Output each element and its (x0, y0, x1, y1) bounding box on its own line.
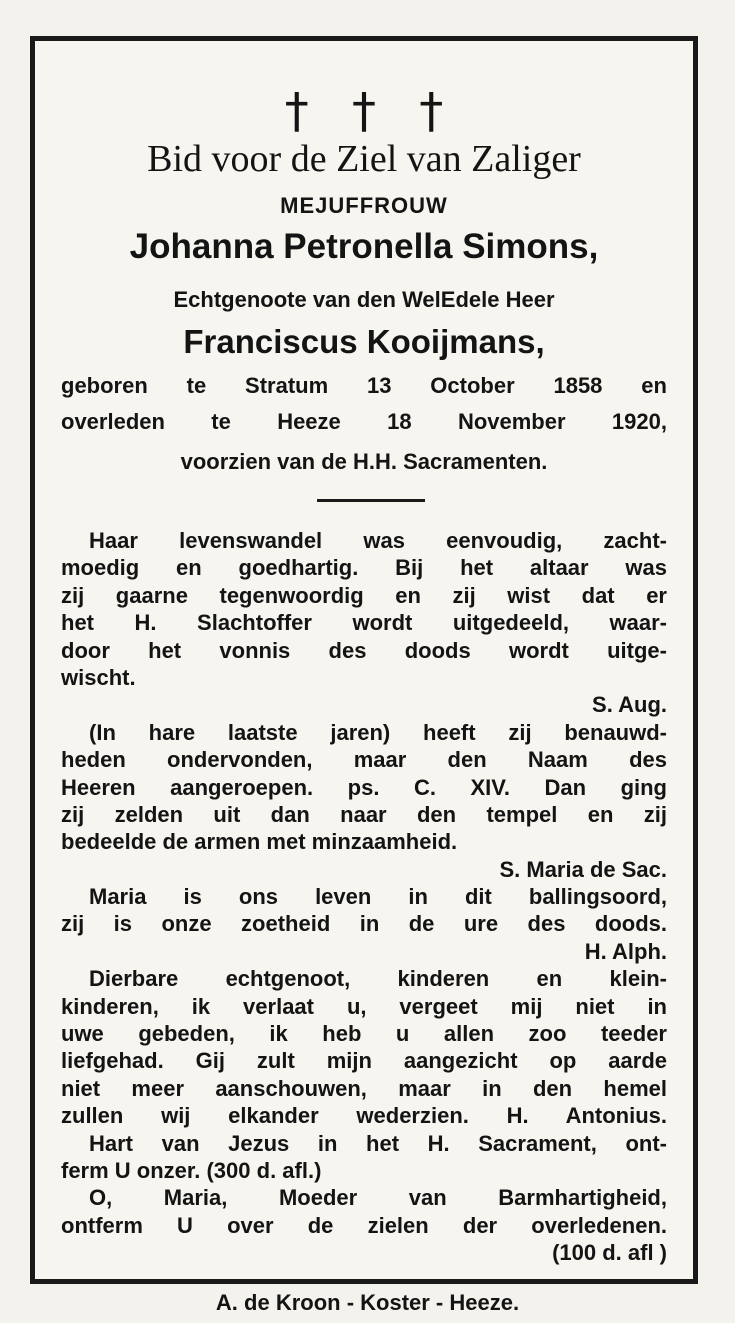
text-line: zij zelden uit dan naar den tempel en zij (61, 801, 667, 827)
sacraments-line: voorzien van de H.H. Sacramenten. (180, 449, 548, 474)
text-line: Hart van Jezus in het H. Sacrament, ont- (89, 1130, 667, 1156)
text-line: uwe gebeden, ik heb u allen zoo teeder (61, 1021, 667, 1047)
text-line: moedig en goedhartig. Bij het altaar was (61, 555, 667, 581)
death-word: te (211, 409, 231, 434)
birth-word: en (641, 373, 667, 398)
text-line: niet meer aanschouwen, maar in den hemel (61, 1075, 667, 1101)
text-line: ontferm U over de zielen der overledenen. (61, 1212, 667, 1238)
attribution: S. Aug. (592, 692, 667, 718)
invocation: Bid voor de Ziel van Zaliger (147, 138, 581, 180)
text-line: O, Maria, Moeder van Barmhartigheid, (89, 1185, 667, 1211)
text-line: zullen wij elkander wederzien. H. Antonius. (61, 1103, 667, 1129)
death-line (61, 409, 667, 435)
death-word: overleden (61, 409, 165, 434)
death-word: 1920, (611, 409, 667, 434)
text-line: kinderen, ik verlaat u, vergeet mij niet in (61, 993, 667, 1019)
spouse-name: Franciscus Kooijmans, (183, 323, 545, 360)
printer-footer: A. de Kroon - Koster - Heeze. (215, 1290, 520, 1315)
text-line: Haar levenswandel was eenvoudig, zacht- (89, 528, 667, 553)
text-line: door het vonnis des doods wordt uitge- (61, 637, 667, 663)
birth-word: Stratum (245, 373, 329, 398)
birth-line (61, 373, 667, 399)
text-line: heden ondervonden, maar den Naam des (61, 747, 667, 773)
memorial-card (30, 36, 698, 1284)
prayer-text (61, 527, 667, 1267)
birth-word: October (430, 373, 515, 398)
text-line: Dierbare echtgenoot, kinderen en klein- (89, 966, 667, 992)
text-line: liefgehad. Gij zult mijn aangezicht op aarde (61, 1048, 667, 1074)
divider (317, 499, 425, 502)
deceased-name: Johanna Petronella Simons, (129, 227, 599, 266)
spouse-intro: Echtgenoote van den WelEdele Heer (173, 287, 555, 312)
text-line: wischt. (61, 664, 136, 690)
text-line: zij is onze zoetheid in de ure des doods. (61, 911, 667, 937)
honorific-title: MEJUFFROUW (280, 193, 448, 218)
attribution: S. Maria de Sac. (499, 856, 667, 882)
birth-word: 1858 (553, 373, 603, 398)
attribution: H. Alph. (584, 938, 667, 964)
text-line: het H. Slachtoffer wordt uitgedeeld, waar- (61, 610, 667, 636)
birth-word: 13 (366, 373, 392, 398)
death-word: Heeze (277, 409, 341, 434)
text-line: Heeren aangeroepen. ps. C. XIV. Dan ging (61, 774, 667, 800)
death-word: November (457, 409, 566, 434)
text-line: bedeelde de armen met minzaamheid. (61, 829, 458, 855)
text-line: zij gaarne tegenwoordig en zij wist dat er (61, 582, 667, 608)
text-line: Maria is ons leven in dit ballingsoord, (89, 884, 667, 910)
text-line: ferm U onzer. (300 d. afl.) (61, 1157, 322, 1183)
death-word: 18 (387, 409, 412, 434)
birth-word: geboren (61, 373, 148, 398)
crosses: † † † (284, 83, 458, 139)
attribution: (100 d. afl ) (552, 1240, 667, 1266)
text-line: (In hare laatste jaren) heeft zij benauwd- (89, 719, 667, 745)
birth-word: te (186, 373, 207, 398)
